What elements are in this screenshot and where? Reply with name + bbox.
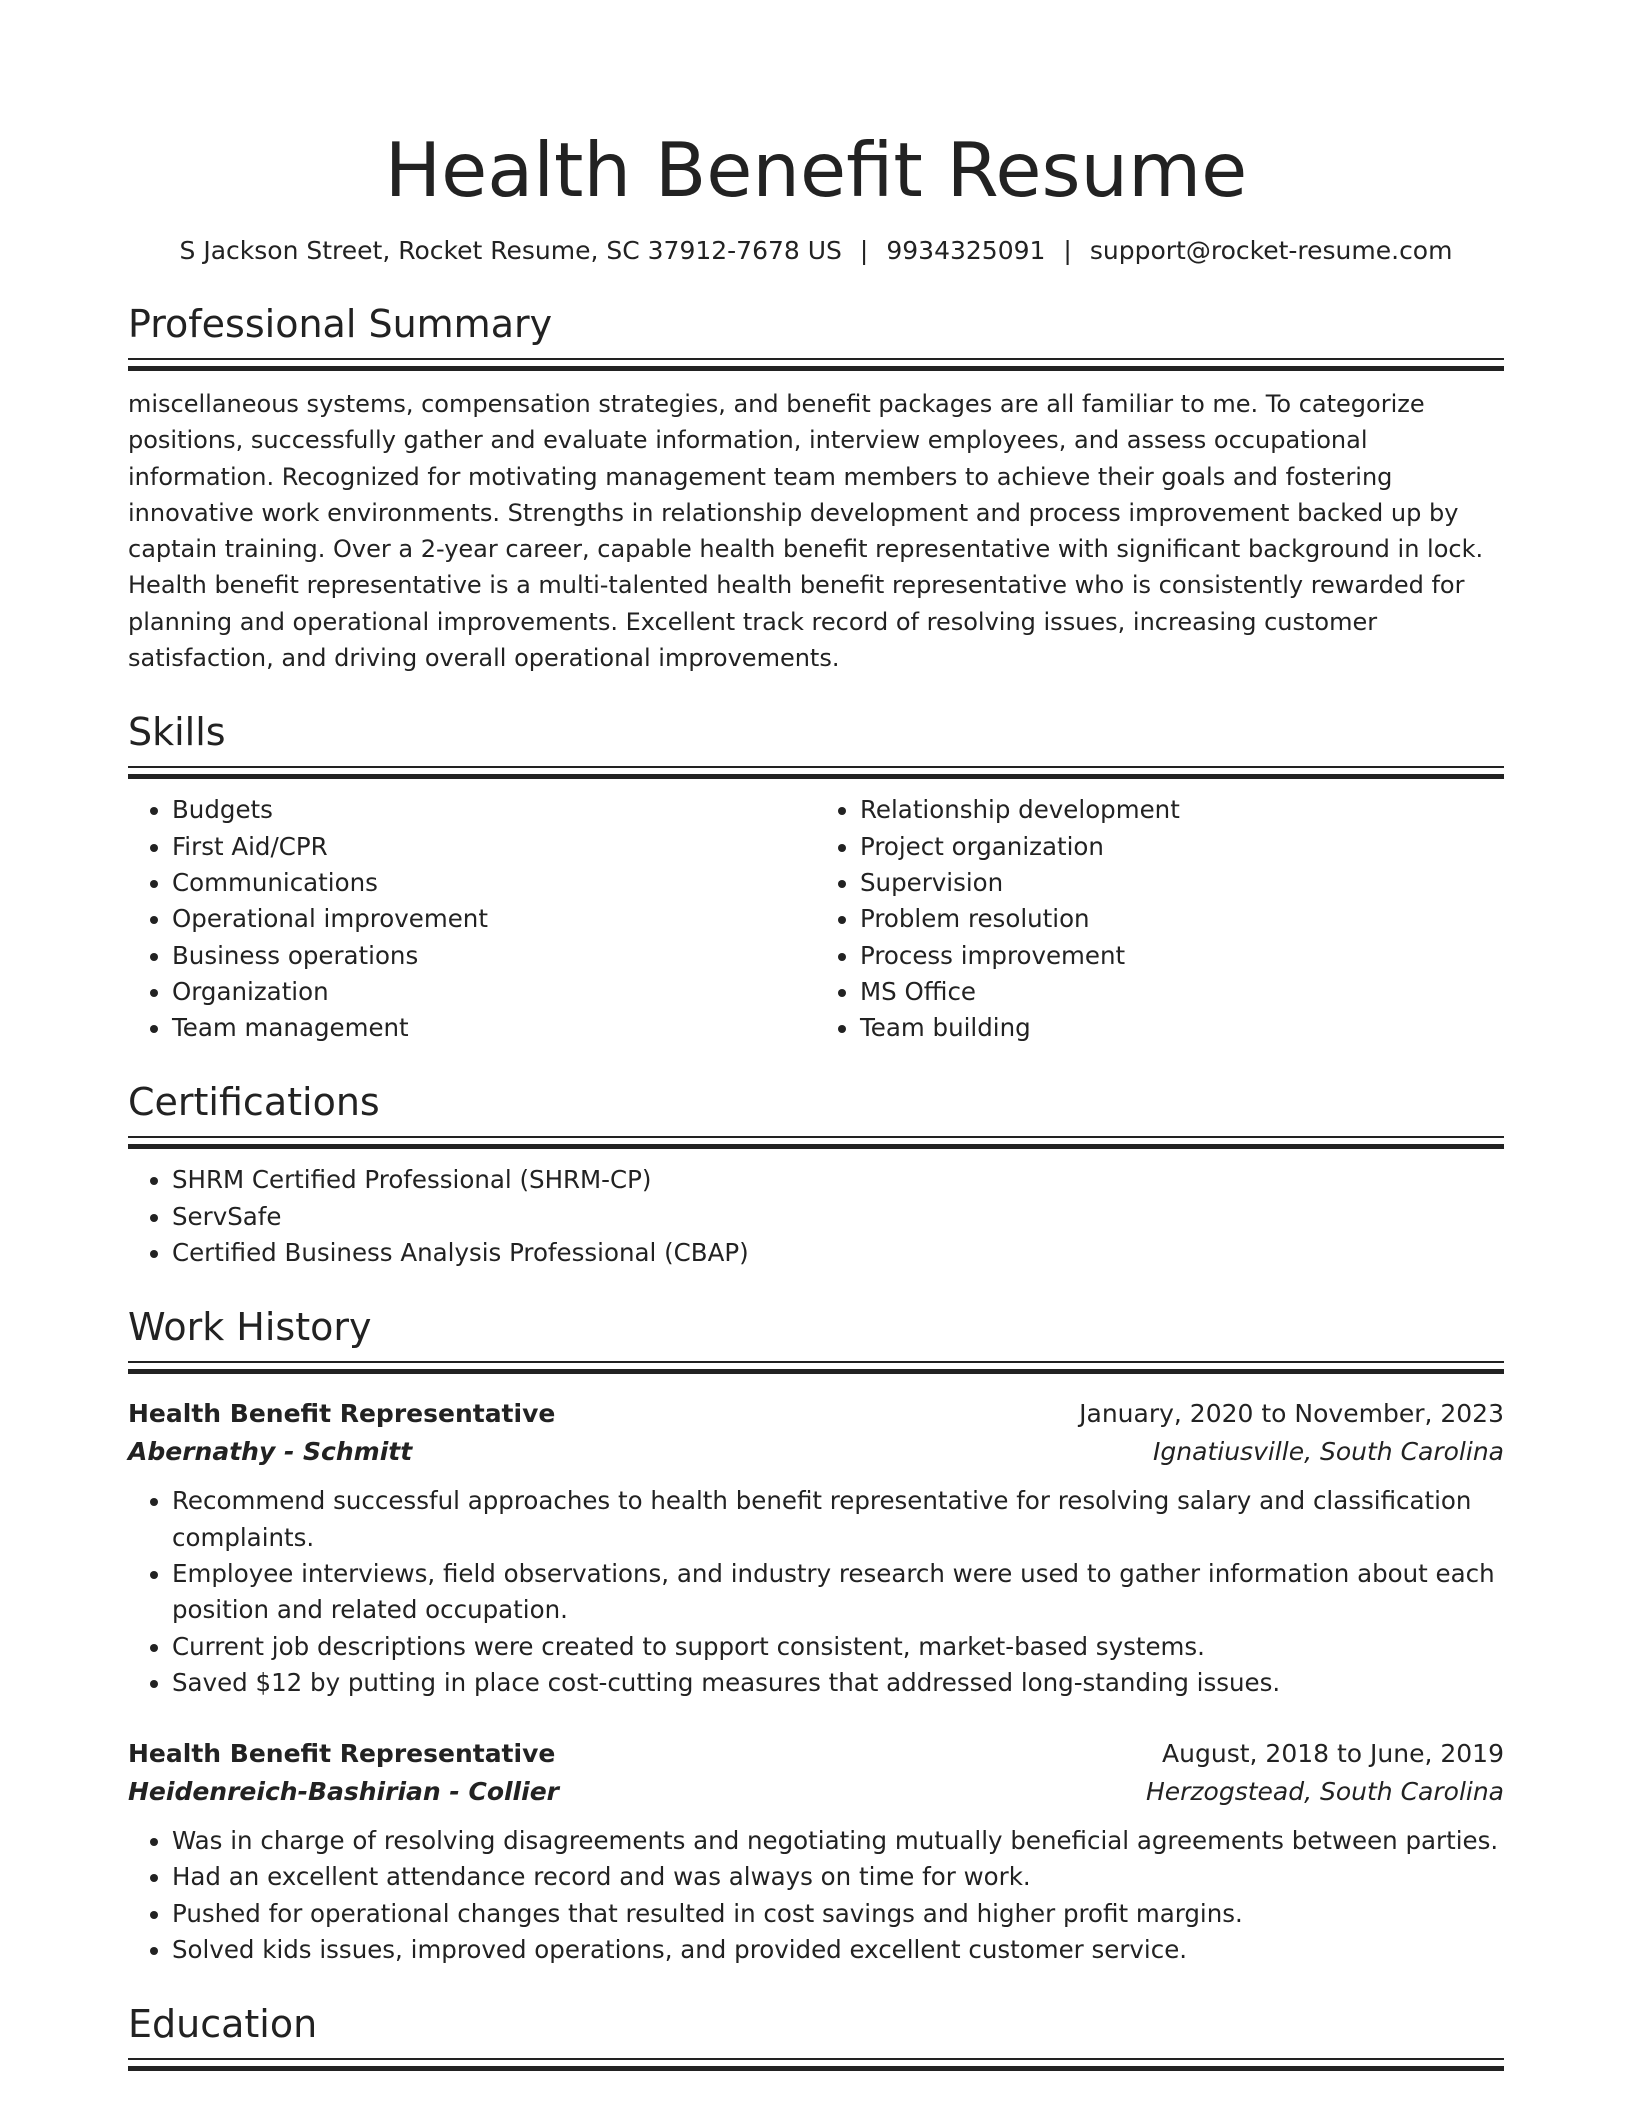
contact-line — [128, 234, 1504, 268]
job-dates: January, 2020 to November, 2023 — [1079, 1399, 1504, 1429]
skill-item: • Operational improvement — [172, 901, 816, 937]
skill-item: • Organization — [172, 974, 816, 1010]
skill-item: • Business operations — [172, 938, 816, 974]
contact-separator: | — [1063, 236, 1072, 265]
skill-item: • Team building — [860, 1010, 1504, 1046]
job-header-row — [128, 1735, 1504, 1773]
resume-page — [128, 120, 1504, 2072]
job-company-row — [128, 1773, 1504, 1811]
skill-item: • Project organization — [860, 829, 1504, 865]
section-divider — [128, 2058, 1504, 2072]
skill-item: • Communications — [172, 865, 816, 901]
job-title: Health Benefit Representative — [128, 1399, 556, 1429]
job-title: Health Benefit Representative — [128, 1739, 556, 1769]
resume-title: Health Benefit Resume — [384, 126, 1248, 214]
job-location: Ignatiusville, South Carolina — [1153, 1437, 1504, 1467]
work-history-section — [128, 1301, 1504, 1968]
skills-list-left — [128, 792, 816, 1046]
section-divider — [128, 766, 1504, 780]
job-bullet: • Had an excellent attendance record and was always on time for work. — [172, 1859, 1504, 1895]
skill-item: • Supervision — [860, 865, 1504, 901]
job-bullet: • Pushed for operational changes that resulted in cost savings and higher profit margins. — [172, 1896, 1504, 1932]
job-bullet: • Saved $12 by putting in place cost-cutting measures that addressed long-standing issues. — [172, 1665, 1504, 1701]
section-heading-summary: Professional Summary — [128, 302, 553, 346]
job-location: Herzogstead, South Carolina — [1145, 1777, 1504, 1807]
job-company: Heidenreich-Bashirian - Collier — [128, 1777, 559, 1807]
skill-item: • MS Office — [860, 974, 1504, 1010]
contact-email: support@rocket-resume.com — [1089, 236, 1453, 265]
skill-item: • Relationship development — [860, 792, 1504, 828]
skills-grid — [128, 780, 1504, 1046]
section-heading-skills: Skills — [128, 710, 226, 755]
section-divider — [128, 1136, 1504, 1150]
section-heading-education: Education — [128, 2002, 318, 2047]
job-header-row — [128, 1395, 1504, 1433]
skills-section — [128, 706, 1504, 1046]
skill-item: • Budgets — [172, 792, 816, 828]
section-divider — [128, 358, 1504, 372]
job-bullets — [128, 1823, 1504, 1968]
contact-address: S Jackson Street, Rocket Resume, SC 37912-7678 US — [179, 236, 842, 265]
job-company: Abernathy - Schmitt — [128, 1437, 413, 1467]
certifications-list — [128, 1162, 1504, 1271]
skill-item: • Problem resolution — [860, 901, 1504, 937]
section-heading-certifications: Certifications — [128, 1080, 380, 1125]
skill-item: • Process improvement — [860, 938, 1504, 974]
contact-phone: 9934325091 — [886, 236, 1046, 265]
certification-item: • SHRM Certified Professional (SHRM-CP) — [172, 1162, 1504, 1198]
job-bullets — [128, 1483, 1504, 1701]
skill-item: • First Aid/CPR — [172, 829, 816, 865]
job-bullet: • Solved kids issues, improved operations, and provided excellent customer service. — [172, 1932, 1504, 1968]
job-dates: August, 2018 to June, 2019 — [1162, 1739, 1504, 1769]
job-bullet: • Was in charge of resolving disagreements and negotiating mutually beneficial agreements between parties. — [172, 1823, 1504, 1859]
skills-list-right — [816, 792, 1504, 1046]
section-divider — [128, 1361, 1504, 1375]
certification-item: • ServSafe — [172, 1199, 1504, 1235]
job-entry — [128, 1395, 1504, 1701]
section-heading-work-history: Work History — [128, 1305, 372, 1350]
job-bullet: • Employee interviews, field observations, and industry research were used to gather information about each position and related occupation. — [172, 1556, 1504, 1629]
job-bullet: • Current job descriptions were created to support consistent, market-based systems. — [172, 1629, 1504, 1665]
education-section — [128, 1998, 1504, 2072]
certification-item: • Certified Business Analysis Professional (CBAP) — [172, 1235, 1504, 1271]
summary-section — [128, 298, 1504, 676]
job-entry — [128, 1735, 1504, 1968]
job-company-row — [128, 1433, 1504, 1471]
skill-item: • Team management — [172, 1010, 816, 1046]
certifications-section — [128, 1076, 1504, 1271]
job-bullet: • Recommend successful approaches to health benefit representative for resolving salary and classification complaints. — [172, 1483, 1504, 1556]
summary-text: miscellaneous systems, compensation strategies, and benefit packages are all familiar to me. To categorize positions, successfully gather and evaluate information, interview employees, and assess occupational information. Recognized for motivating management team members to achieve their goals and fostering innovative work environments. Strengths in relationship development and process improvement backed up by captain training. Over a 2-year career, capable health benefit representative with significant background in lock. Health benefit representative is a multi-talented health benefit representative who is consistently rewarded for planning and operational improvements. Excellent track record of resolving issues, increasing customer satisfaction, and driving overall operational improvements. — [128, 390, 1484, 673]
contact-separator: | — [859, 236, 869, 265]
